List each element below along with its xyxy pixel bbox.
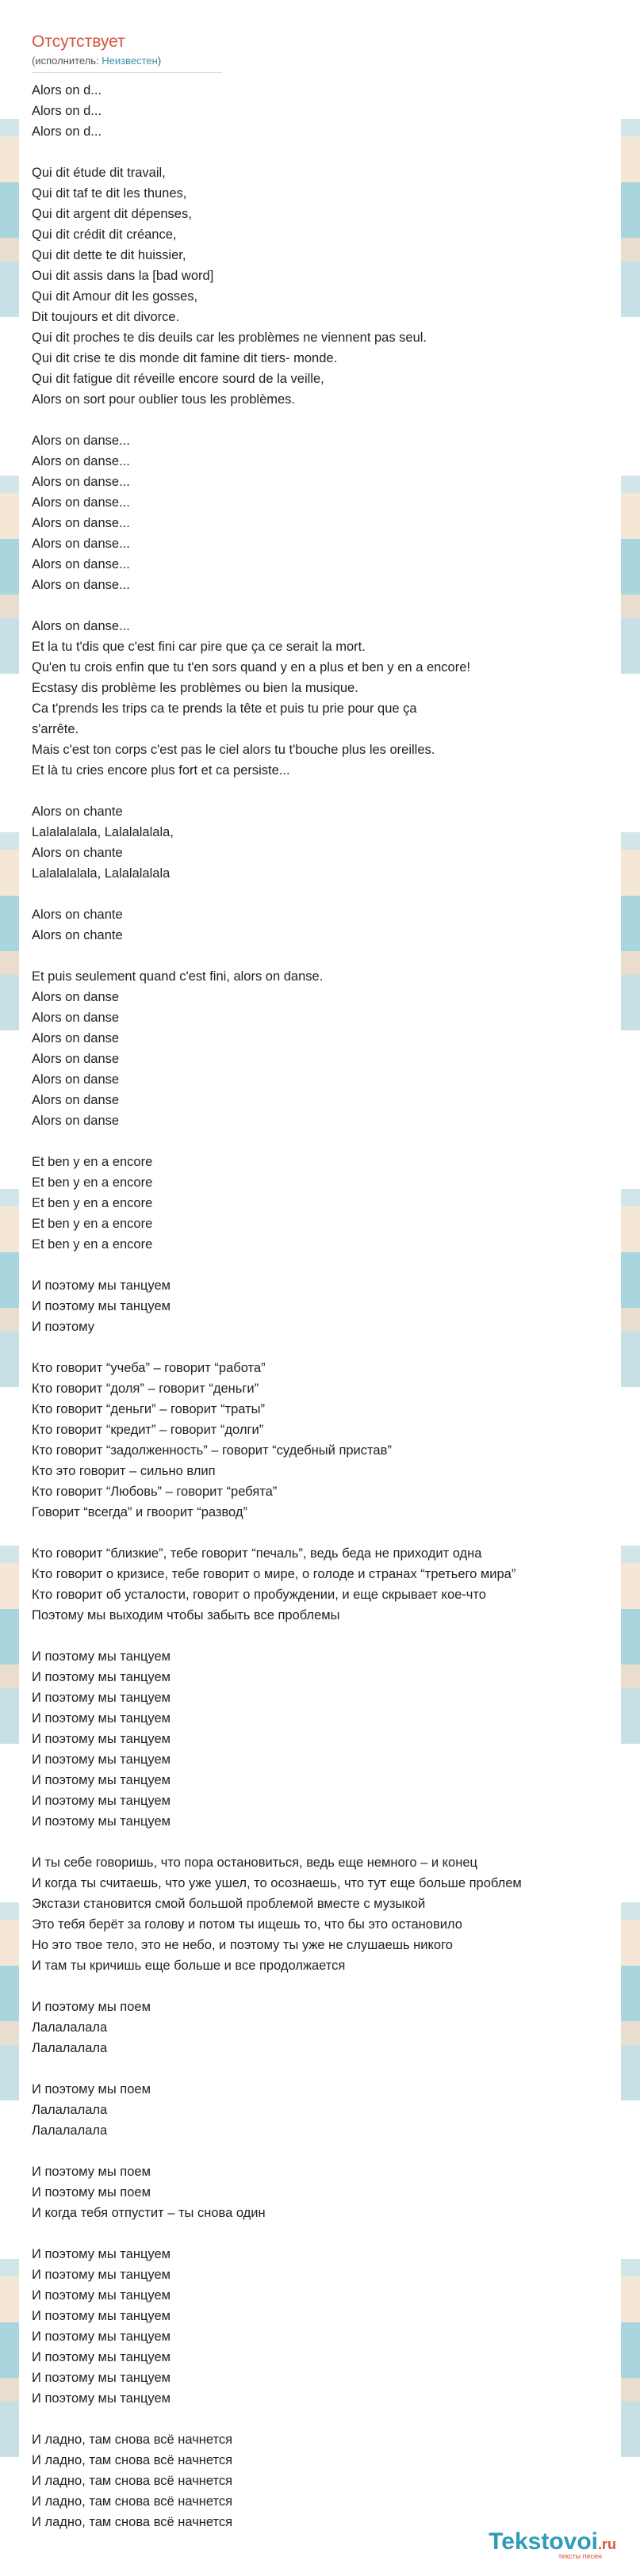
lyrics-line: Qui dit argent dit dépenses,: [32, 207, 192, 221]
lyrics-line: Qui dit taf te dit les thunes,: [32, 186, 187, 201]
lyrics-line: И поэтому мы танцуем: [32, 1711, 171, 1726]
lyrics-line: s'arrête.: [32, 722, 79, 736]
lyrics-line: Ecstasy dis problème les problèmes ou bien la musique.: [32, 681, 358, 695]
lyrics-line: Et ben y en a encore: [32, 1237, 153, 1252]
site-logo[interactable]: [489, 2528, 616, 2560]
lyrics-stanza: [32, 1646, 623, 1832]
lyrics-line: Et là tu cries encore plus fort et ca persiste...: [32, 763, 290, 778]
lyrics-line: Alors on danse: [32, 1011, 120, 1025]
lyrics-line: Qu'en tu crois enfin que tu t'en sors quand y en a plus et ben y en a encore!: [32, 660, 470, 675]
lyrics-stanza: [32, 162, 623, 410]
decorative-stripes-left: [0, 0, 19, 2576]
lyrics-line: Alors on danse...: [32, 475, 130, 489]
lyrics-line: Ca t'prends les trips ca te prends la tête et puis tu prie pour que ça: [32, 701, 417, 716]
lyrics-line: Alors on danse: [32, 1072, 120, 1087]
lyrics-line: Лалалалала: [32, 2123, 108, 2138]
lyrics-line: И поэтому мы танцуем: [32, 2371, 171, 2385]
lyrics-line: Кто говорит “задолженность” – говорит “судебный пристав”: [32, 1443, 392, 1458]
lyrics-line: И поэтому: [32, 1320, 94, 1334]
lyrics-line: И когда тебя отпустит – ты снова один: [32, 2206, 266, 2220]
lyrics-line: И ладно, там снова всё начнется: [32, 2453, 233, 2467]
lyrics-text: [32, 80, 623, 2532]
performer-suffix: ): [157, 55, 162, 67]
lyrics-line: Et ben y en a encore: [32, 1155, 153, 1169]
lyrics-stanza: [32, 904, 623, 946]
lyrics-line: Alors on danse...: [32, 578, 130, 592]
lyrics-line: Lalalalalala, Lalalalalala,: [32, 825, 174, 839]
lyrics-stanza: [32, 1275, 623, 1337]
lyrics-line: Alors on danse...: [32, 557, 130, 571]
lyrics-line: Et ben y en a encore: [32, 1175, 153, 1190]
lyrics-line: И поэтому мы поем: [32, 2185, 151, 2200]
lyrics-line: Это тебя берёт за голову и потом ты ищешь то, что бы это остановило: [32, 1917, 462, 1932]
lyrics-stanza: [32, 430, 623, 595]
lyrics-line: Поэтому мы выходим чтобы забыть все проблемы: [32, 1608, 340, 1622]
decorative-stripes-right: [621, 0, 640, 2576]
lyrics-line: Lalalalalala, Lalalalalala: [32, 866, 171, 881]
lyrics-line: Alors on danse...: [32, 516, 130, 530]
song-title: Отсутствует: [32, 32, 125, 51]
lyrics-line: Лалалалала: [32, 2041, 108, 2055]
lyrics-line: Alors on danse: [32, 1093, 120, 1107]
lyrics-line: И поэтому мы поем: [32, 2165, 151, 2179]
lyrics-line: Alors on danse: [32, 1031, 120, 1045]
lyrics-line: Alors on d...: [32, 124, 102, 139]
lyrics-line: Qui dit crédit dit créance,: [32, 227, 177, 242]
lyrics-line: И когда ты считаешь, что уже ушел, то осознаешь, что тут еще больше проблем: [32, 1876, 522, 1890]
lyrics-line: Dit toujours et dit divorce.: [32, 310, 180, 324]
lyrics-line: Alors on danse...: [32, 454, 130, 468]
lyrics-line: Лалалалала: [32, 2103, 108, 2117]
song-page: [32, 32, 623, 2553]
lyrics-line: Кто говорит об усталости, говорит о пробуждении, и еще скрывает кое-что: [32, 1588, 486, 1602]
lyrics-line: Alors on d...: [32, 104, 102, 118]
lyrics-line: Oui dit assis dans la [bad word]: [32, 269, 214, 283]
lyrics-stanza: [32, 616, 623, 781]
lyrics-line: И поэтому мы танцуем: [32, 1814, 171, 1829]
lyrics-line: Alors on danse...: [32, 495, 130, 510]
lyrics-line: Et ben y en a encore: [32, 1196, 153, 1210]
lyrics-line: И поэтому мы танцуем: [32, 2247, 171, 2261]
lyrics-line: Кто говорит “учеба” – говорит “работа”: [32, 1361, 266, 1375]
header-divider: [32, 72, 222, 73]
lyrics-line: Qui dit proches te dis deuils car les problèmes ne viennent pas seul.: [32, 331, 427, 345]
lyrics-stanza: [32, 966, 623, 1131]
lyrics-line: Qui dit dette te dit huissier,: [32, 248, 186, 262]
lyrics-line: Et puis seulement quand c'est fini, alors on danse.: [32, 969, 324, 984]
lyrics-line: Mais c'est ton corps c'est pas le ciel alors tu t'bouche plus les oreilles.: [32, 743, 435, 757]
lyrics-line: Et la tu t'dis que c'est fini car pire que ça ce serait la mort.: [32, 640, 366, 654]
lyrics-line: Лалалалала: [32, 2020, 108, 2035]
lyrics-line: И поэтому мы танцуем: [32, 1670, 171, 1684]
lyrics-stanza: [32, 2079, 623, 2141]
lyrics-line: И поэтому мы поем: [32, 2082, 151, 2096]
lyrics-line: Alors on danse...: [32, 619, 130, 633]
lyrics-line: Alors on chante: [32, 805, 123, 819]
lyrics-line: Alors on danse...: [32, 537, 130, 551]
lyrics-line: И поэтому мы поем: [32, 2000, 151, 2014]
lyrics-stanza: [32, 801, 623, 884]
lyrics-line: Alors on danse: [32, 1114, 120, 1128]
lyrics-line: И поэтому мы танцуем: [32, 1299, 171, 1313]
lyrics-line: Кто говорит “деньги” – говорит “траты”: [32, 1402, 266, 1416]
logo-name: Tekstovoi: [489, 2528, 598, 2555]
lyrics-line: И там ты кричишь еще больше и все продолжается: [32, 1959, 346, 1973]
lyrics-line: Alors on danse...: [32, 434, 130, 448]
lyrics-line: Говорит “всегда” и гвоорит “развод”: [32, 1505, 247, 1519]
lyrics-line: Кто это говорит – сильно влип: [32, 1464, 216, 1478]
performer-prefix: (исполнитель:: [32, 55, 102, 67]
lyrics-line: Qui dit étude dit travail,: [32, 166, 166, 180]
lyrics-line: И поэтому мы танцуем: [32, 1691, 171, 1705]
lyrics-line: И поэтому мы танцуем: [32, 2391, 171, 2406]
lyrics-stanza: [32, 1358, 623, 1523]
logo-tld: .ru: [597, 2536, 616, 2552]
lyrics-line: И поэтому мы танцуем: [32, 2329, 171, 2344]
lyrics-line: Qui dit Amour dit les gosses,: [32, 289, 198, 304]
performer-line: [32, 54, 623, 68]
lyrics-stanza: [32, 1152, 623, 1255]
lyrics-line: Кто говорит “Любовь” – говорит “ребята”: [32, 1485, 278, 1499]
lyrics-line: Кто говорит о кризисе, тебе говорит о мире, о голоде и странах “третьего мира”: [32, 1567, 516, 1581]
lyrics-line: И поэтому мы танцуем: [32, 1794, 171, 1808]
lyrics-stanza: [32, 2244, 623, 2409]
lyrics-line: И ладно, там снова всё начнется: [32, 2515, 233, 2529]
logo-tagline: тексты песен: [558, 2552, 602, 2560]
lyrics-line: И поэтому мы танцуем: [32, 2309, 171, 2323]
lyrics-line: И поэтому мы танцуем: [32, 1752, 171, 1767]
performer-link[interactable]: Неизвестен: [102, 55, 158, 67]
lyrics-line: Alors on chante: [32, 846, 123, 860]
lyrics-line: И поэтому мы танцуем: [32, 1649, 171, 1664]
lyrics-stanza: [32, 1543, 623, 1626]
lyrics-stanza: [32, 2429, 623, 2532]
lyrics-line: И поэтому мы танцуем: [32, 1278, 171, 1293]
lyrics-line: Alors on chante: [32, 908, 123, 922]
lyrics-line: Qui dit crise te dis monde dit famine dit tiers- monde.: [32, 351, 338, 365]
lyrics-stanza: [32, 1997, 623, 2058]
lyrics-stanza: [32, 80, 623, 142]
lyrics-line: И поэтому мы танцуем: [32, 1732, 171, 1746]
lyrics-stanza: [32, 2161, 623, 2223]
lyrics-line: И ты себе говоришь, что пора остановиться, ведь еще немного – и конец: [32, 1856, 477, 1870]
lyrics-line: Alors on chante: [32, 928, 123, 942]
lyrics-line: Кто говорит “доля” – говорит “деньги”: [32, 1382, 259, 1396]
lyrics-line: Экстази становится смой большой проблемой вместе с музыкой: [32, 1897, 426, 1911]
lyrics-line: И ладно, там снова всё начнется: [32, 2433, 233, 2447]
lyrics-line: Но это твое тело, это не небо, и поэтому ты уже не слушаешь никого: [32, 1938, 453, 1952]
lyrics-line: И ладно, там снова всё начнется: [32, 2494, 233, 2509]
lyrics-stanza: [32, 1852, 623, 1976]
lyrics-line: Alors on sort pour oublier tous les problèmes.: [32, 392, 295, 407]
lyrics-line: Alors on danse: [32, 1052, 120, 1066]
lyrics-line: Et ben y en a encore: [32, 1217, 153, 1231]
lyrics-line: И поэтому мы танцуем: [32, 1773, 171, 1787]
lyrics-line: Alors on danse: [32, 990, 120, 1004]
lyrics-line: Qui dit fatigue dit réveille encore sourd de la veille,: [32, 372, 324, 386]
lyrics-line: И поэтому мы танцуем: [32, 2350, 171, 2364]
lyrics-line: И поэтому мы танцуем: [32, 2288, 171, 2303]
lyrics-line: И поэтому мы танцуем: [32, 2268, 171, 2282]
lyrics-line: И ладно, там снова всё начнется: [32, 2474, 233, 2488]
lyrics-line: Кто говорит “кредит” – говорит “долги”: [32, 1423, 264, 1437]
lyrics-line: Кто говорит “близкие”, тебе говорит “печаль”, ведь беда не приходит одна: [32, 1546, 482, 1561]
lyrics-line: Alors on d...: [32, 83, 102, 97]
